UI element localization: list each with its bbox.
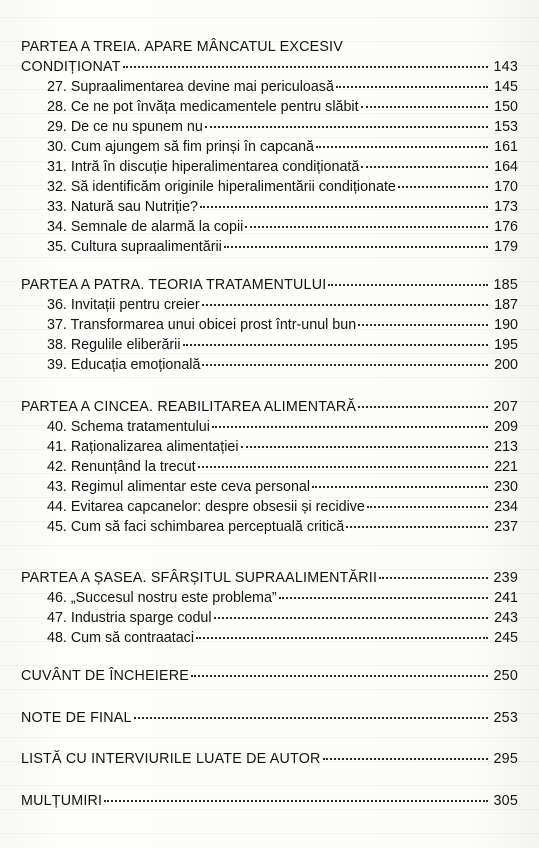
toc-entry <box>47 137 518 157</box>
page-number: 237 <box>494 519 518 535</box>
toc-entry <box>21 791 518 811</box>
dot-leader <box>214 616 488 619</box>
page-number: 173 <box>494 199 518 215</box>
section-partea-a-treia <box>21 37 518 257</box>
dot-leader <box>191 674 488 677</box>
chapter-title: 31. Intră în discuție hiperalimentarea condiționată <box>47 159 360 175</box>
page-number: 239 <box>493 570 518 586</box>
dot-leader <box>134 716 488 719</box>
dot-leader <box>358 323 488 326</box>
dot-leader <box>312 485 488 488</box>
page-number: 221 <box>494 459 518 475</box>
page-number: 245 <box>494 630 518 646</box>
end-entry <box>21 666 518 686</box>
chapter-title: 40. Schema tratamentului <box>47 419 210 435</box>
toc-entry <box>47 117 518 137</box>
dot-leader <box>379 576 488 579</box>
chapter-title: 30. Cum ajungem să fim prinși în capcană <box>47 139 315 155</box>
toc-entry <box>47 177 518 197</box>
dot-leader <box>123 65 488 68</box>
page-number: 230 <box>494 479 518 495</box>
page-number: 170 <box>494 179 518 195</box>
entry-title: CUVÂNT DE ÎNCHEIERE <box>21 668 189 684</box>
toc-entry <box>47 237 518 257</box>
entry-title: NOTE DE FINAL <box>21 710 132 726</box>
dot-leader <box>104 799 488 802</box>
toc-entry <box>47 217 518 237</box>
chapter-title: 35. Cultura supraalimentării <box>47 239 222 255</box>
chapter-title: 44. Evitarea capcanelor: despre obsesii și recidive <box>47 499 365 515</box>
section-partea-a-sasea <box>21 568 518 648</box>
dot-leader <box>198 465 488 468</box>
page-number: 213 <box>494 439 518 455</box>
dot-leader <box>323 757 488 760</box>
chapter-title: 33. Natură sau Nutriție? <box>47 199 198 215</box>
toc-entry <box>47 477 518 497</box>
chapter-title: 32. Să identificăm originile hiperalimentării condiționate <box>47 179 396 195</box>
section-partea-a-cincea <box>21 397 518 537</box>
chapter-title: 45. Cum să faci schimbarea perceptuală critică <box>47 519 345 535</box>
chapter-title: 39. Educația emoțională <box>47 357 201 373</box>
toc-entry <box>47 157 518 177</box>
toc-entry <box>47 97 518 117</box>
toc-entry <box>21 749 518 769</box>
page-number: 164 <box>494 159 518 175</box>
entry-title: LISTĂ CU INTERVIURILE LUATE DE AUTOR <box>21 751 321 767</box>
toc-entry <box>21 708 518 728</box>
page-number: 207 <box>493 399 518 415</box>
page-number: 209 <box>494 419 518 435</box>
page-number: 145 <box>494 79 518 95</box>
toc-entry <box>47 588 518 608</box>
section-title-entry <box>21 57 518 77</box>
section-title: PARTEA A CINCEA. REABILITAREA ALIMENTARĂ <box>21 399 357 415</box>
dot-leader <box>224 245 488 248</box>
toc-entry <box>47 417 518 437</box>
chapter-title: 42. Renunțând la trecut <box>47 459 196 475</box>
page-number: 200 <box>494 357 518 373</box>
chapter-title: 38. Regulile eliberării <box>47 337 181 353</box>
section-title-entry <box>21 275 518 295</box>
toc-entry <box>47 497 518 517</box>
dot-leader <box>245 225 488 228</box>
page-number: 185 <box>493 277 518 293</box>
toc-entry <box>47 295 518 315</box>
chapter-title: 41. Raționalizarea alimentației <box>47 439 239 455</box>
toc-entry <box>47 355 518 375</box>
page-number: 253 <box>493 710 518 726</box>
toc-entry <box>47 437 518 457</box>
dot-leader <box>361 165 488 168</box>
page-number: 176 <box>494 219 518 235</box>
dot-leader <box>336 85 488 88</box>
end-entry <box>21 708 518 728</box>
chapter-title: 46. „Succesul nostru este problema” <box>47 590 277 606</box>
page-number: 241 <box>494 590 518 606</box>
page-number: 295 <box>493 751 518 767</box>
section-title: PARTEA A ȘASEA. SFÂRȘITUL SUPRAALIMENTĂRII <box>21 570 378 586</box>
chapter-title: 43. Regimul alimentar este ceva personal <box>47 479 311 495</box>
page-number: 305 <box>493 793 518 809</box>
section-title-entry <box>21 397 518 417</box>
dot-leader <box>202 363 488 366</box>
dot-leader <box>367 505 488 508</box>
toc-entry <box>47 315 518 335</box>
dot-leader <box>212 425 488 428</box>
page-number: 234 <box>494 499 518 515</box>
chapter-title: 34. Semnale de alarmă la copii <box>47 219 244 235</box>
section-partea-a-patra <box>21 275 518 375</box>
dot-leader <box>346 525 488 528</box>
toc-entry <box>47 457 518 477</box>
page-number: 143 <box>493 59 518 75</box>
chapter-title: 28. Ce ne pot învăța medicamentele pentru slăbit <box>47 99 359 115</box>
toc-entry <box>47 628 518 648</box>
toc-entry <box>21 666 518 686</box>
chapter-title: 27. Supraalimentarea devine mai periculoasă <box>47 79 334 95</box>
dot-leader <box>398 185 488 188</box>
dot-leader <box>183 343 488 346</box>
chapter-title: 37. Transformarea unui obicei prost într-unul bun <box>47 317 357 333</box>
dot-leader <box>358 405 488 408</box>
dot-leader <box>361 105 488 108</box>
chapter-title: 47. Industria sparge codul <box>47 610 212 626</box>
page-number: 243 <box>494 610 518 626</box>
page-number: 179 <box>494 239 518 255</box>
chapter-title: 48. Cum să contraataci <box>47 630 195 646</box>
toc-entry <box>47 77 518 97</box>
chapter-title: 29. De ce nu spunem nu <box>47 119 203 135</box>
page-number: 190 <box>494 317 518 333</box>
chapter-title: 36. Invitații pentru creier <box>47 297 200 313</box>
toc-entry <box>47 197 518 217</box>
toc-entry <box>47 608 518 628</box>
page-number: 153 <box>494 119 518 135</box>
page-number: 187 <box>494 297 518 313</box>
end-entry <box>21 749 518 769</box>
page-number: 150 <box>494 99 518 115</box>
page-number: 195 <box>494 337 518 353</box>
page-number: 250 <box>493 668 518 684</box>
dot-leader <box>205 125 488 128</box>
section-title-line-2: CONDIȚIONAT <box>21 59 121 75</box>
dot-leader <box>316 145 488 148</box>
dot-leader <box>328 283 488 286</box>
toc-entry <box>47 335 518 355</box>
toc-entry <box>47 517 518 537</box>
section-title-line-1: PARTEA A TREIA. APARE MÂNCATUL EXCESIV <box>21 39 343 55</box>
end-entry <box>21 791 518 811</box>
page-number: 161 <box>494 139 518 155</box>
section-title: PARTEA A PATRA. TEORIA TRATAMENTULUI <box>21 277 327 293</box>
dot-leader <box>241 445 488 448</box>
dot-leader <box>202 303 488 306</box>
dot-leader <box>196 636 488 639</box>
dot-leader <box>279 596 488 599</box>
section-title-entry <box>21 568 518 588</box>
dot-leader <box>200 205 488 208</box>
entry-title: MULȚUMIRI <box>21 793 103 809</box>
